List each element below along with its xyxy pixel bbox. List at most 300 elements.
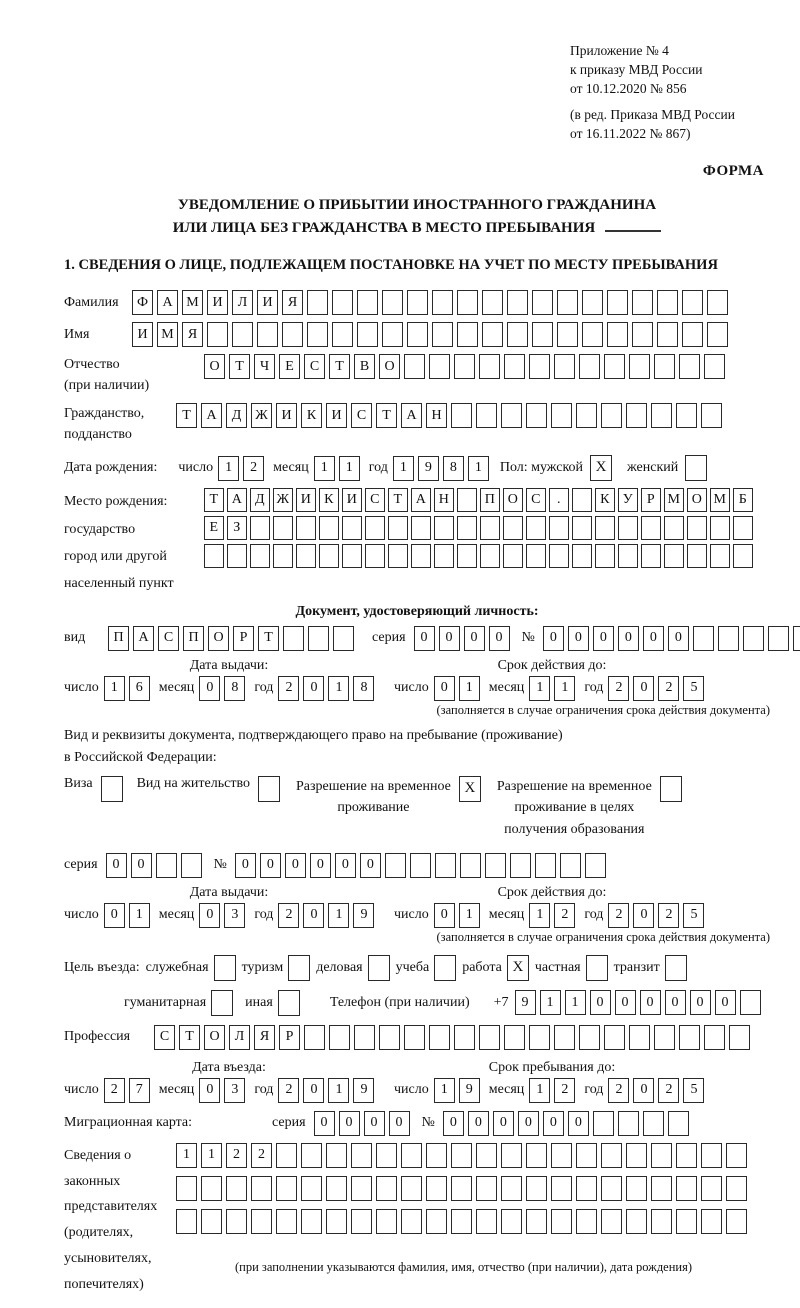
char-cell[interactable] xyxy=(535,853,556,878)
char-cell[interactable]: Р xyxy=(641,488,661,512)
char-cell[interactable]: 0 xyxy=(335,853,356,878)
char-cell[interactable] xyxy=(641,516,661,540)
char-cell[interactable]: К xyxy=(301,403,322,428)
char-cell[interactable]: 2 xyxy=(554,903,575,928)
char-cell[interactable] xyxy=(626,403,647,428)
char-cell[interactable] xyxy=(351,1176,372,1201)
residence-permit-checkbox[interactable] xyxy=(258,776,280,802)
char-cell[interactable] xyxy=(701,1176,722,1201)
char-cell[interactable] xyxy=(604,1025,625,1050)
char-cell[interactable] xyxy=(682,290,703,315)
char-cell[interactable] xyxy=(582,290,603,315)
char-cell[interactable]: 1 xyxy=(393,456,414,481)
char-cell[interactable] xyxy=(282,322,303,347)
char-cell[interactable]: 1 xyxy=(459,903,480,928)
char-cell[interactable] xyxy=(593,1111,614,1136)
char-cell[interactable] xyxy=(273,544,293,568)
char-cell[interactable] xyxy=(226,1176,247,1201)
char-cell[interactable]: 0 xyxy=(518,1111,539,1136)
char-cell[interactable] xyxy=(651,1143,672,1168)
char-cell[interactable]: 2 xyxy=(608,903,629,928)
char-cell[interactable]: П xyxy=(480,488,500,512)
char-cell[interactable] xyxy=(704,1025,725,1050)
gender-female-checkbox[interactable] xyxy=(685,455,707,481)
char-cell[interactable] xyxy=(480,544,500,568)
char-cell[interactable]: 0 xyxy=(618,626,639,651)
char-cell[interactable] xyxy=(451,1176,472,1201)
char-cell[interactable] xyxy=(451,1143,472,1168)
char-cell[interactable] xyxy=(526,403,547,428)
char-cell[interactable] xyxy=(401,1143,422,1168)
char-cell[interactable] xyxy=(404,354,425,379)
char-cell[interactable] xyxy=(429,1025,450,1050)
char-cell[interactable] xyxy=(576,403,597,428)
char-cell[interactable] xyxy=(579,354,600,379)
char-cell[interactable]: С xyxy=(154,1025,175,1050)
char-cell[interactable]: С xyxy=(158,626,179,651)
char-cell[interactable] xyxy=(385,853,406,878)
char-cell[interactable] xyxy=(434,516,454,540)
char-cell[interactable]: А xyxy=(401,403,422,428)
char-cell[interactable]: Т xyxy=(258,626,279,651)
char-cell[interactable] xyxy=(308,626,329,651)
char-cell[interactable] xyxy=(507,322,528,347)
char-cell[interactable]: И xyxy=(257,290,278,315)
char-cell[interactable]: 0 xyxy=(285,853,306,878)
char-cell[interactable] xyxy=(551,403,572,428)
char-cell[interactable] xyxy=(743,626,764,651)
char-cell[interactable] xyxy=(332,290,353,315)
char-cell[interactable]: 0 xyxy=(104,903,125,928)
char-cell[interactable]: Н xyxy=(426,403,447,428)
char-cell[interactable] xyxy=(301,1176,322,1201)
char-cell[interactable] xyxy=(729,1025,750,1050)
char-cell[interactable] xyxy=(526,1176,547,1201)
purpose-private-checkbox[interactable] xyxy=(586,955,608,981)
char-cell[interactable]: П xyxy=(108,626,129,651)
char-cell[interactable] xyxy=(201,1176,222,1201)
char-cell[interactable]: 0 xyxy=(360,853,381,878)
char-cell[interactable]: 0 xyxy=(590,990,611,1015)
char-cell[interactable]: 0 xyxy=(668,626,689,651)
char-cell[interactable] xyxy=(572,516,592,540)
char-cell[interactable] xyxy=(504,354,525,379)
char-cell[interactable]: Ж xyxy=(251,403,272,428)
char-cell[interactable]: В xyxy=(354,354,375,379)
char-cell[interactable] xyxy=(357,290,378,315)
char-cell[interactable]: 1 xyxy=(554,676,575,701)
char-cell[interactable]: 7 xyxy=(129,1078,150,1103)
char-cell[interactable]: 2 xyxy=(104,1078,125,1103)
char-cell[interactable]: 0 xyxy=(314,1111,335,1136)
char-cell[interactable] xyxy=(201,1209,222,1234)
char-cell[interactable] xyxy=(501,1176,522,1201)
char-cell[interactable]: 0 xyxy=(260,853,281,878)
char-cell[interactable]: 2 xyxy=(226,1143,247,1168)
char-cell[interactable] xyxy=(526,544,546,568)
char-cell[interactable] xyxy=(707,322,728,347)
char-cell[interactable] xyxy=(379,1025,400,1050)
char-cell[interactable] xyxy=(651,1209,672,1234)
char-cell[interactable] xyxy=(595,544,615,568)
char-cell[interactable]: 0 xyxy=(468,1111,489,1136)
char-cell[interactable]: 0 xyxy=(303,1078,324,1103)
char-cell[interactable]: 2 xyxy=(278,903,299,928)
char-cell[interactable] xyxy=(632,290,653,315)
char-cell[interactable]: Л xyxy=(232,290,253,315)
char-cell[interactable] xyxy=(507,290,528,315)
char-cell[interactable] xyxy=(595,516,615,540)
char-cell[interactable] xyxy=(301,1143,322,1168)
char-cell[interactable] xyxy=(426,1209,447,1234)
char-cell[interactable]: 0 xyxy=(568,626,589,651)
char-cell[interactable]: 1 xyxy=(328,1078,349,1103)
char-cell[interactable]: Т xyxy=(388,488,408,512)
char-cell[interactable]: Р xyxy=(233,626,254,651)
char-cell[interactable]: Я xyxy=(182,322,203,347)
temp-permit-checkbox[interactable]: X xyxy=(459,776,481,802)
char-cell[interactable]: О xyxy=(379,354,400,379)
purpose-business-checkbox[interactable] xyxy=(368,955,390,981)
char-cell[interactable] xyxy=(454,1025,475,1050)
char-cell[interactable]: 8 xyxy=(224,676,245,701)
char-cell[interactable] xyxy=(641,544,661,568)
char-cell[interactable] xyxy=(251,1209,272,1234)
char-cell[interactable] xyxy=(551,1143,572,1168)
char-cell[interactable]: 1 xyxy=(529,903,550,928)
char-cell[interactable] xyxy=(718,626,739,651)
char-cell[interactable]: О xyxy=(204,354,225,379)
char-cell[interactable] xyxy=(411,544,431,568)
char-cell[interactable]: 2 xyxy=(658,1078,679,1103)
char-cell[interactable]: 2 xyxy=(658,676,679,701)
char-cell[interactable]: 1 xyxy=(176,1143,197,1168)
char-cell[interactable] xyxy=(296,516,316,540)
char-cell[interactable] xyxy=(382,322,403,347)
char-cell[interactable] xyxy=(426,1143,447,1168)
char-cell[interactable]: О xyxy=(687,488,707,512)
char-cell[interactable] xyxy=(479,1025,500,1050)
purpose-study-checkbox[interactable] xyxy=(434,955,456,981)
char-cell[interactable]: И xyxy=(207,290,228,315)
char-cell[interactable] xyxy=(365,516,385,540)
char-cell[interactable] xyxy=(679,1025,700,1050)
char-cell[interactable] xyxy=(329,1025,350,1050)
char-cell[interactable] xyxy=(457,290,478,315)
char-cell[interactable]: А xyxy=(411,488,431,512)
char-cell[interactable]: 5 xyxy=(683,676,704,701)
char-cell[interactable] xyxy=(654,1025,675,1050)
char-cell[interactable] xyxy=(332,322,353,347)
char-cell[interactable]: 8 xyxy=(353,676,374,701)
char-cell[interactable] xyxy=(354,1025,375,1050)
char-cell[interactable]: 0 xyxy=(199,676,220,701)
char-cell[interactable] xyxy=(576,1209,597,1234)
char-cell[interactable]: 5 xyxy=(683,1078,704,1103)
char-cell[interactable] xyxy=(733,544,753,568)
char-cell[interactable] xyxy=(618,544,638,568)
char-cell[interactable]: Т xyxy=(179,1025,200,1050)
char-cell[interactable]: 0 xyxy=(493,1111,514,1136)
char-cell[interactable] xyxy=(176,1176,197,1201)
char-cell[interactable] xyxy=(251,1176,272,1201)
char-cell[interactable] xyxy=(326,1209,347,1234)
char-cell[interactable]: 0 xyxy=(640,990,661,1015)
char-cell[interactable]: 1 xyxy=(218,456,239,481)
char-cell[interactable] xyxy=(551,1209,572,1234)
char-cell[interactable]: О xyxy=(208,626,229,651)
char-cell[interactable] xyxy=(629,354,650,379)
char-cell[interactable] xyxy=(604,354,625,379)
char-cell[interactable]: 0 xyxy=(543,1111,564,1136)
char-cell[interactable]: 0 xyxy=(543,626,564,651)
char-cell[interactable] xyxy=(501,403,522,428)
char-cell[interactable]: 9 xyxy=(515,990,536,1015)
char-cell[interactable] xyxy=(733,516,753,540)
char-cell[interactable] xyxy=(382,290,403,315)
char-cell[interactable]: А xyxy=(133,626,154,651)
char-cell[interactable] xyxy=(457,322,478,347)
char-cell[interactable] xyxy=(451,403,472,428)
char-cell[interactable] xyxy=(693,626,714,651)
char-cell[interactable]: 0 xyxy=(633,903,654,928)
char-cell[interactable] xyxy=(250,544,270,568)
char-cell[interactable] xyxy=(207,322,228,347)
char-cell[interactable] xyxy=(476,1176,497,1201)
purpose-other-checkbox[interactable] xyxy=(278,990,300,1016)
char-cell[interactable]: 0 xyxy=(364,1111,385,1136)
char-cell[interactable]: Ч xyxy=(254,354,275,379)
char-cell[interactable]: Я xyxy=(254,1025,275,1050)
char-cell[interactable]: 0 xyxy=(568,1111,589,1136)
char-cell[interactable]: 9 xyxy=(353,903,374,928)
purpose-humanitarian-checkbox[interactable] xyxy=(211,990,233,1016)
purpose-official-checkbox[interactable] xyxy=(214,955,236,981)
char-cell[interactable] xyxy=(629,1025,650,1050)
char-cell[interactable] xyxy=(582,322,603,347)
char-cell[interactable]: . xyxy=(549,488,569,512)
char-cell[interactable] xyxy=(307,322,328,347)
char-cell[interactable] xyxy=(549,516,569,540)
char-cell[interactable] xyxy=(532,322,553,347)
char-cell[interactable] xyxy=(326,1176,347,1201)
char-cell[interactable]: 0 xyxy=(443,1111,464,1136)
char-cell[interactable]: А xyxy=(201,403,222,428)
char-cell[interactable]: 0 xyxy=(489,626,510,651)
char-cell[interactable] xyxy=(432,290,453,315)
char-cell[interactable] xyxy=(476,1143,497,1168)
char-cell[interactable] xyxy=(276,1143,297,1168)
char-cell[interactable] xyxy=(679,354,700,379)
char-cell[interactable]: 1 xyxy=(529,676,550,701)
char-cell[interactable]: 2 xyxy=(278,1078,299,1103)
char-cell[interactable] xyxy=(601,403,622,428)
char-cell[interactable]: И xyxy=(296,488,316,512)
char-cell[interactable]: М xyxy=(182,290,203,315)
char-cell[interactable]: 8 xyxy=(443,456,464,481)
char-cell[interactable] xyxy=(276,1176,297,1201)
char-cell[interactable] xyxy=(257,322,278,347)
char-cell[interactable]: 0 xyxy=(235,853,256,878)
char-cell[interactable]: 1 xyxy=(314,456,335,481)
char-cell[interactable] xyxy=(572,488,592,512)
char-cell[interactable] xyxy=(319,516,339,540)
char-cell[interactable] xyxy=(273,516,293,540)
char-cell[interactable] xyxy=(529,1025,550,1050)
char-cell[interactable] xyxy=(376,1176,397,1201)
char-cell[interactable]: 0 xyxy=(303,676,324,701)
char-cell[interactable]: 2 xyxy=(608,1078,629,1103)
char-cell[interactable]: У xyxy=(618,488,638,512)
char-cell[interactable] xyxy=(560,853,581,878)
char-cell[interactable] xyxy=(607,322,628,347)
char-cell[interactable] xyxy=(676,1176,697,1201)
char-cell[interactable]: 0 xyxy=(434,903,455,928)
char-cell[interactable] xyxy=(601,1143,622,1168)
char-cell[interactable]: 0 xyxy=(339,1111,360,1136)
char-cell[interactable] xyxy=(501,1143,522,1168)
char-cell[interactable]: Т xyxy=(204,488,224,512)
char-cell[interactable] xyxy=(529,354,550,379)
char-cell[interactable] xyxy=(226,1209,247,1234)
char-cell[interactable] xyxy=(457,488,477,512)
char-cell[interactable] xyxy=(579,1025,600,1050)
char-cell[interactable] xyxy=(576,1143,597,1168)
char-cell[interactable] xyxy=(176,1209,197,1234)
char-cell[interactable]: П xyxy=(183,626,204,651)
char-cell[interactable] xyxy=(664,516,684,540)
char-cell[interactable]: 6 xyxy=(129,676,150,701)
char-cell[interactable]: С xyxy=(304,354,325,379)
char-cell[interactable] xyxy=(618,516,638,540)
purpose-work-checkbox[interactable]: X xyxy=(507,955,529,981)
char-cell[interactable] xyxy=(651,403,672,428)
char-cell[interactable]: 1 xyxy=(129,903,150,928)
char-cell[interactable] xyxy=(632,322,653,347)
char-cell[interactable]: 1 xyxy=(339,456,360,481)
char-cell[interactable]: 1 xyxy=(201,1143,222,1168)
char-cell[interactable] xyxy=(296,544,316,568)
char-cell[interactable]: 2 xyxy=(608,676,629,701)
char-cell[interactable] xyxy=(250,516,270,540)
char-cell[interactable] xyxy=(232,322,253,347)
char-cell[interactable] xyxy=(410,853,431,878)
char-cell[interactable] xyxy=(526,1209,547,1234)
char-cell[interactable] xyxy=(585,853,606,878)
char-cell[interactable] xyxy=(687,544,707,568)
char-cell[interactable] xyxy=(476,1209,497,1234)
char-cell[interactable] xyxy=(676,403,697,428)
char-cell[interactable]: 1 xyxy=(540,990,561,1015)
char-cell[interactable] xyxy=(503,544,523,568)
char-cell[interactable] xyxy=(454,354,475,379)
char-cell[interactable]: 1 xyxy=(328,903,349,928)
char-cell[interactable] xyxy=(479,354,500,379)
char-cell[interactable]: 0 xyxy=(414,626,435,651)
char-cell[interactable]: З xyxy=(227,516,247,540)
char-cell[interactable] xyxy=(601,1209,622,1234)
char-cell[interactable] xyxy=(301,1209,322,1234)
char-cell[interactable] xyxy=(557,322,578,347)
char-cell[interactable] xyxy=(426,1176,447,1201)
char-cell[interactable]: 9 xyxy=(459,1078,480,1103)
char-cell[interactable]: К xyxy=(319,488,339,512)
char-cell[interactable]: 0 xyxy=(106,853,127,878)
char-cell[interactable]: 0 xyxy=(690,990,711,1015)
char-cell[interactable] xyxy=(726,1209,747,1234)
char-cell[interactable] xyxy=(701,403,722,428)
char-cell[interactable]: 0 xyxy=(643,626,664,651)
char-cell[interactable] xyxy=(657,322,678,347)
char-cell[interactable] xyxy=(326,1143,347,1168)
char-cell[interactable] xyxy=(557,290,578,315)
char-cell[interactable]: О xyxy=(503,488,523,512)
char-cell[interactable] xyxy=(435,853,456,878)
char-cell[interactable]: Т xyxy=(329,354,350,379)
char-cell[interactable] xyxy=(768,626,789,651)
char-cell[interactable]: 2 xyxy=(554,1078,575,1103)
char-cell[interactable]: О xyxy=(204,1025,225,1050)
char-cell[interactable] xyxy=(726,1143,747,1168)
char-cell[interactable] xyxy=(307,290,328,315)
char-cell[interactable] xyxy=(626,1176,647,1201)
visa-checkbox[interactable] xyxy=(101,776,123,802)
char-cell[interactable] xyxy=(701,1143,722,1168)
char-cell[interactable] xyxy=(626,1209,647,1234)
char-cell[interactable] xyxy=(554,1025,575,1050)
char-cell[interactable] xyxy=(726,1176,747,1201)
char-cell[interactable]: Е xyxy=(204,516,224,540)
char-cell[interactable] xyxy=(357,322,378,347)
char-cell[interactable]: 1 xyxy=(459,676,480,701)
char-cell[interactable] xyxy=(457,544,477,568)
char-cell[interactable]: 1 xyxy=(328,676,349,701)
char-cell[interactable] xyxy=(388,516,408,540)
char-cell[interactable] xyxy=(476,403,497,428)
char-cell[interactable] xyxy=(407,290,428,315)
char-cell[interactable]: 0 xyxy=(434,676,455,701)
char-cell[interactable]: 2 xyxy=(243,456,264,481)
char-cell[interactable] xyxy=(676,1143,697,1168)
char-cell[interactable] xyxy=(618,1111,639,1136)
char-cell[interactable] xyxy=(793,626,800,651)
char-cell[interactable]: А xyxy=(157,290,178,315)
char-cell[interactable]: 2 xyxy=(658,903,679,928)
char-cell[interactable] xyxy=(181,853,202,878)
char-cell[interactable]: Я xyxy=(282,290,303,315)
char-cell[interactable] xyxy=(485,853,506,878)
char-cell[interactable] xyxy=(668,1111,689,1136)
char-cell[interactable] xyxy=(457,516,477,540)
char-cell[interactable] xyxy=(526,1143,547,1168)
char-cell[interactable]: 0 xyxy=(464,626,485,651)
char-cell[interactable]: Т xyxy=(176,403,197,428)
char-cell[interactable]: И xyxy=(276,403,297,428)
char-cell[interactable] xyxy=(654,354,675,379)
char-cell[interactable] xyxy=(657,290,678,315)
char-cell[interactable]: Д xyxy=(226,403,247,428)
char-cell[interactable] xyxy=(510,853,531,878)
char-cell[interactable] xyxy=(480,516,500,540)
char-cell[interactable] xyxy=(460,853,481,878)
char-cell[interactable]: С xyxy=(351,403,372,428)
char-cell[interactable] xyxy=(682,322,703,347)
char-cell[interactable] xyxy=(651,1176,672,1201)
char-cell[interactable]: Л xyxy=(229,1025,250,1050)
char-cell[interactable] xyxy=(607,290,628,315)
char-cell[interactable] xyxy=(643,1111,664,1136)
char-cell[interactable] xyxy=(576,1176,597,1201)
